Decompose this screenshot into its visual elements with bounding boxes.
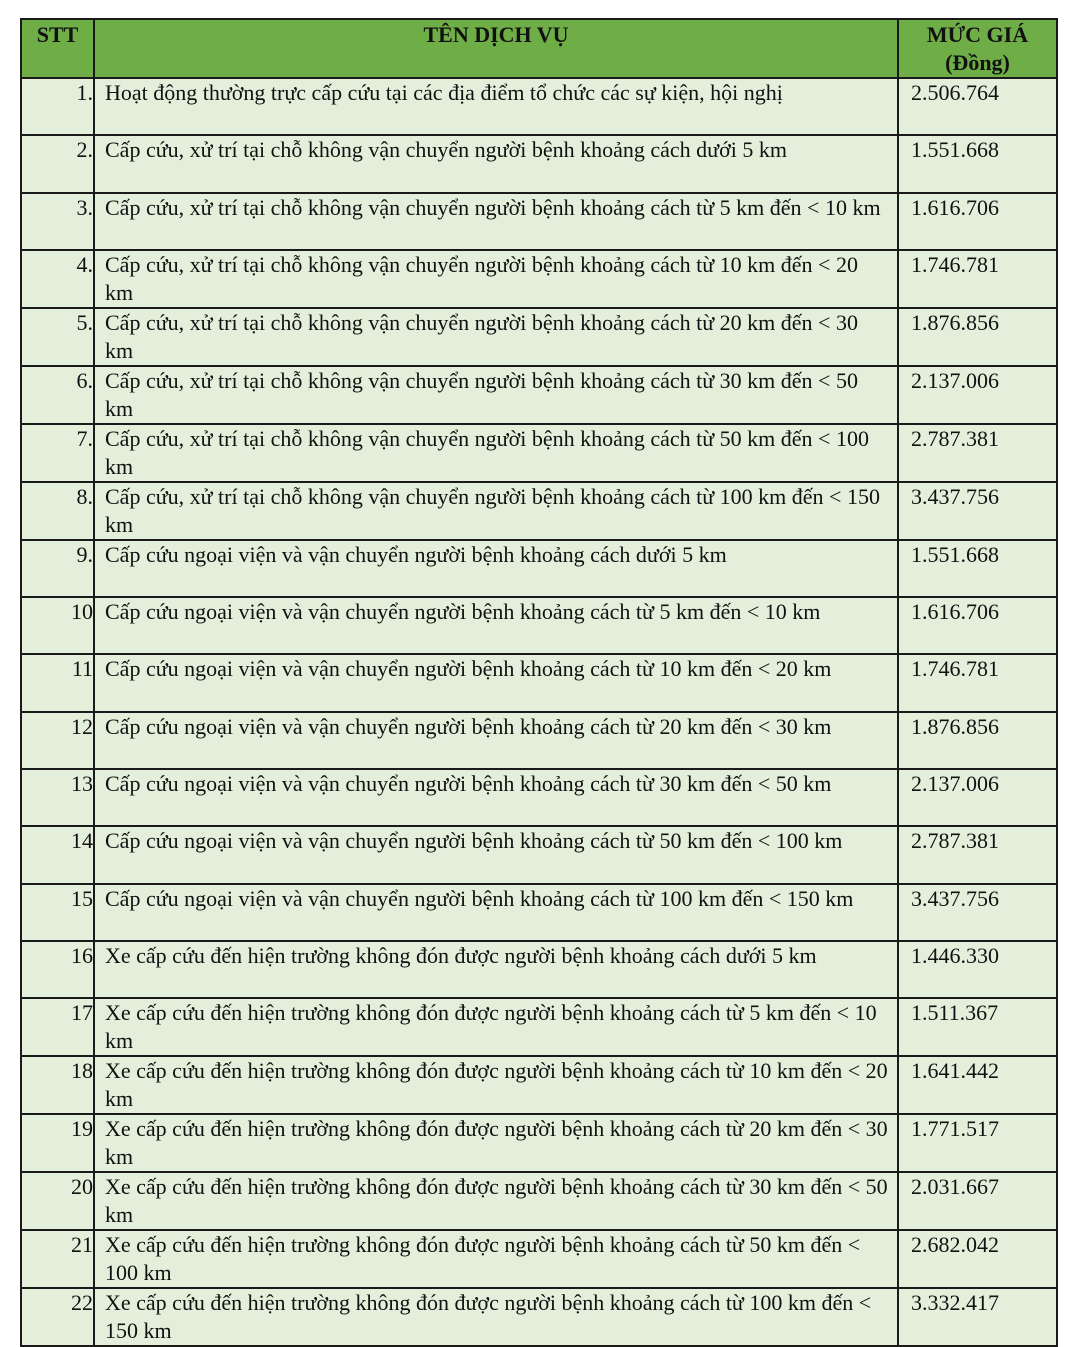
row-service-name: Cấp cứu ngoại viện và vận chuyển người bệnh khoảng cách từ 30 km đến < 50 km [94,769,898,826]
table-row [21,884,1057,941]
row-price: 2.137.006 [898,366,1057,424]
row-stt: 20 [21,1172,94,1230]
header-price-unit: (Đồng) [945,50,1010,75]
table-row [21,308,1057,366]
row-price: 2.031.667 [898,1172,1057,1230]
table-row [21,366,1057,424]
price-table [20,18,1058,1347]
header-row [21,19,1057,78]
table-row [21,998,1057,1056]
table-row [21,769,1057,826]
table-body [21,78,1057,1346]
row-service-name: Cấp cứu, xử trí tại chỗ không vận chuyển người bệnh khoảng cách từ 20 km đến < 30 km [94,308,898,366]
header-service-name: TÊN DỊCH VỤ [94,19,898,78]
row-price: 1.641.442 [898,1056,1057,1114]
row-price: 3.437.756 [898,482,1057,540]
row-service-name: Cấp cứu ngoại viện và vận chuyển người bệnh khoảng cách từ 100 km đến < 150 km [94,884,898,941]
row-stt: 6. [21,366,94,424]
table-row [21,1056,1057,1114]
row-stt: 7. [21,424,94,482]
header-price [898,19,1057,78]
table-row [21,482,1057,540]
row-service-name: Cấp cứu ngoại viện và vận chuyển người bệnh khoảng cách từ 10 km đến < 20 km [94,654,898,711]
row-stt: 16 [21,941,94,998]
header-stt: STT [21,19,94,78]
row-price: 2.137.006 [898,769,1057,826]
table-row [21,597,1057,654]
row-price: 2.787.381 [898,424,1057,482]
table-row [21,941,1057,998]
table-row [21,193,1057,250]
row-service-name: Cấp cứu, xử trí tại chỗ không vận chuyển người bệnh khoảng cách từ 10 km đến < 20 km [94,250,898,308]
table-header [21,19,1057,78]
row-service-name: Cấp cứu ngoại viện và vận chuyển người bệnh khoảng cách dưới 5 km [94,540,898,597]
row-price: 3.437.756 [898,884,1057,941]
row-price: 1.746.781 [898,654,1057,711]
table-row [21,540,1057,597]
row-stt: 8. [21,482,94,540]
header-price-label: MỨC GIÁ [926,22,1029,47]
table-row [21,826,1057,883]
row-stt: 9. [21,540,94,597]
row-price: 1.771.517 [898,1114,1057,1172]
row-stt: 21 [21,1230,94,1288]
row-stt: 18 [21,1056,94,1114]
row-price: 1.876.856 [898,308,1057,366]
table-row [21,1230,1057,1288]
row-stt: 3. [21,193,94,250]
row-service-name: Cấp cứu, xử trí tại chỗ không vận chuyển người bệnh khoảng cách dưới 5 km [94,135,898,192]
row-service-name: Cấp cứu, xử trí tại chỗ không vận chuyển người bệnh khoảng cách từ 30 km đến < 50 km [94,366,898,424]
row-stt: 1. [21,78,94,135]
row-price: 1.551.668 [898,135,1057,192]
row-price: 1.616.706 [898,597,1057,654]
table-row [21,135,1057,192]
row-service-name: Hoạt động thường trực cấp cứu tại các địa điểm tổ chức các sự kiện, hội nghị [94,78,898,135]
row-service-name: Cấp cứu, xử trí tại chỗ không vận chuyển người bệnh khoảng cách từ 50 km đến < 100 km [94,424,898,482]
row-service-name: Xe cấp cứu đến hiện trường không đón được người bệnh khoảng cách từ 20 km đến < 30 km [94,1114,898,1172]
row-service-name: Xe cấp cứu đến hiện trường không đón được người bệnh khoảng cách dưới 5 km [94,941,898,998]
row-price: 1.876.856 [898,712,1057,769]
table-row [21,78,1057,135]
table-row [21,1114,1057,1172]
row-service-name: Xe cấp cứu đến hiện trường không đón được người bệnh khoảng cách từ 30 km đến < 50 km [94,1172,898,1230]
row-service-name: Cấp cứu, xử trí tại chỗ không vận chuyển người bệnh khoảng cách từ 5 km đến < 10 km [94,193,898,250]
row-service-name: Xe cấp cứu đến hiện trường không đón được người bệnh khoảng cách từ 5 km đến < 10 km [94,998,898,1056]
row-service-name: Cấp cứu, xử trí tại chỗ không vận chuyển người bệnh khoảng cách từ 100 km đến < 150 km [94,482,898,540]
row-stt: 10 [21,597,94,654]
table-row [21,424,1057,482]
row-stt: 15 [21,884,94,941]
row-stt: 2. [21,135,94,192]
row-stt: 4. [21,250,94,308]
row-stt: 17 [21,998,94,1056]
row-service-name: Cấp cứu ngoại viện và vận chuyển người bệnh khoảng cách từ 5 km đến < 10 km [94,597,898,654]
row-service-name: Cấp cứu ngoại viện và vận chuyển người bệnh khoảng cách từ 20 km đến < 30 km [94,712,898,769]
row-price: 2.506.764 [898,78,1057,135]
row-price: 1.551.668 [898,540,1057,597]
row-stt: 22 [21,1288,94,1346]
table-row [21,654,1057,711]
table-row [21,712,1057,769]
row-price: 2.682.042 [898,1230,1057,1288]
row-stt: 12 [21,712,94,769]
row-service-name: Xe cấp cứu đến hiện trường không đón được người bệnh khoảng cách từ 100 km đến < 150 km [94,1288,898,1346]
row-service-name: Xe cấp cứu đến hiện trường không đón được người bệnh khoảng cách từ 50 km đến < 100 km [94,1230,898,1288]
row-stt: 13 [21,769,94,826]
row-stt: 14 [21,826,94,883]
row-price: 3.332.417 [898,1288,1057,1346]
row-price: 1.746.781 [898,250,1057,308]
table-row [21,1288,1057,1346]
row-service-name: Cấp cứu ngoại viện và vận chuyển người bệnh khoảng cách từ 50 km đến < 100 km [94,826,898,883]
row-price: 2.787.381 [898,826,1057,883]
row-price: 1.446.330 [898,941,1057,998]
table-row [21,1172,1057,1230]
row-stt: 11 [21,654,94,711]
row-price: 1.511.367 [898,998,1057,1056]
row-stt: 19 [21,1114,94,1172]
row-stt: 5. [21,308,94,366]
row-price: 1.616.706 [898,193,1057,250]
table-row [21,250,1057,308]
row-service-name: Xe cấp cứu đến hiện trường không đón được người bệnh khoảng cách từ 10 km đến < 20 km [94,1056,898,1114]
